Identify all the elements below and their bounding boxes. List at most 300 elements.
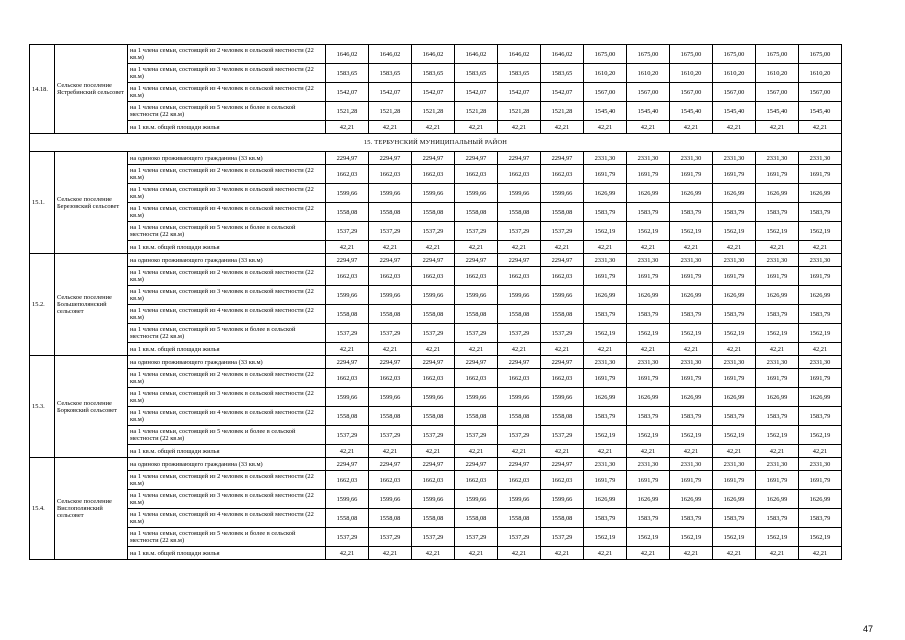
value-cell: 1583,79 (670, 407, 713, 426)
value-cell: 1583,79 (584, 407, 627, 426)
value-cell: 1691,79 (799, 165, 842, 184)
value-cell: 42,21 (713, 343, 756, 356)
tariff-table (29, 44, 842, 560)
value-cell: 1562,19 (670, 324, 713, 343)
value-cell: 42,21 (369, 445, 412, 458)
value-cell: 1691,79 (713, 267, 756, 286)
row-description: на 1 члена семьи, состоящей из 2 человек в сельской местности (22 кв.м) (128, 471, 326, 490)
value-cell: 42,21 (412, 547, 455, 560)
value-cell: 1626,99 (584, 184, 627, 203)
value-cell: 1691,79 (670, 267, 713, 286)
value-cell: 1599,66 (498, 184, 541, 203)
value-cell: 42,21 (455, 121, 498, 134)
row-description: на 1 члена семьи, состоящей из 5 человек и более в сельской местности (22 кв.м) (128, 426, 326, 445)
value-cell: 1537,29 (498, 528, 541, 547)
value-cell: 1646,02 (412, 45, 455, 64)
value-cell: 1562,19 (713, 222, 756, 241)
value-cell: 1542,07 (326, 83, 369, 102)
value-cell: 1626,99 (713, 184, 756, 203)
value-cell: 2331,30 (584, 254, 627, 267)
value-cell: 1599,66 (412, 388, 455, 407)
value-cell: 2331,30 (799, 458, 842, 471)
value-cell: 1562,19 (670, 222, 713, 241)
value-cell: 1562,19 (584, 528, 627, 547)
value-cell: 1675,00 (627, 45, 670, 64)
value-cell: 1691,79 (627, 267, 670, 286)
value-cell: 1583,79 (627, 407, 670, 426)
value-cell: 1537,29 (498, 426, 541, 445)
value-cell: 42,21 (412, 241, 455, 254)
value-cell: 1626,99 (799, 184, 842, 203)
value-cell: 1558,08 (412, 509, 455, 528)
table-row (30, 547, 842, 560)
value-cell: 42,21 (326, 121, 369, 134)
value-cell: 1675,00 (799, 45, 842, 64)
table-row (30, 490, 842, 509)
value-cell: 42,21 (627, 445, 670, 458)
table-row (30, 528, 842, 547)
value-cell: 1558,08 (326, 509, 369, 528)
value-cell: 1626,99 (670, 184, 713, 203)
value-cell: 2294,97 (541, 458, 584, 471)
value-cell: 1562,19 (584, 324, 627, 343)
value-cell: 1545,40 (627, 102, 670, 121)
value-cell: 42,21 (412, 445, 455, 458)
value-cell: 2294,97 (498, 356, 541, 369)
row-description: на 1 члена семьи, состоящей из 4 человек в сельской местности (22 кв.м) (128, 203, 326, 222)
value-cell: 1675,00 (670, 45, 713, 64)
value-cell: 2294,97 (412, 152, 455, 165)
value-cell: 1626,99 (584, 490, 627, 509)
value-cell: 1562,19 (670, 426, 713, 445)
settlement-name: Сельское поселение Большеполянский сельсовет (55, 254, 128, 356)
value-cell: 2331,30 (584, 458, 627, 471)
value-cell: 1646,02 (369, 45, 412, 64)
value-cell: 1599,66 (326, 490, 369, 509)
value-cell: 1599,66 (412, 184, 455, 203)
settlement-name: Сельское поселение Ястребинский сельсовет (55, 45, 128, 134)
value-cell: 42,21 (756, 121, 799, 134)
row-number: 15.2. (30, 254, 55, 356)
value-cell: 2294,97 (369, 356, 412, 369)
table-row (30, 356, 842, 369)
value-cell: 42,21 (670, 241, 713, 254)
value-cell: 1567,00 (627, 83, 670, 102)
value-cell: 42,21 (498, 241, 541, 254)
value-cell: 42,21 (627, 241, 670, 254)
value-cell: 1537,29 (541, 324, 584, 343)
value-cell: 1583,79 (627, 509, 670, 528)
value-cell: 1662,03 (455, 267, 498, 286)
value-cell: 1562,19 (799, 528, 842, 547)
value-cell: 2331,30 (756, 254, 799, 267)
value-cell: 1691,79 (713, 369, 756, 388)
value-cell: 1562,19 (713, 324, 756, 343)
value-cell: 1542,07 (541, 83, 584, 102)
value-cell: 1567,00 (756, 83, 799, 102)
value-cell: 1545,40 (584, 102, 627, 121)
value-cell: 1599,66 (326, 286, 369, 305)
value-cell: 42,21 (369, 547, 412, 560)
value-cell: 1662,03 (455, 369, 498, 388)
value-cell: 1691,79 (756, 267, 799, 286)
value-cell: 42,21 (756, 547, 799, 560)
table-row (30, 45, 842, 64)
value-cell: 1691,79 (627, 471, 670, 490)
value-cell: 1537,29 (369, 528, 412, 547)
value-cell: 2294,97 (541, 254, 584, 267)
value-cell: 1662,03 (541, 267, 584, 286)
value-cell: 2294,97 (455, 254, 498, 267)
value-cell: 1675,00 (584, 45, 627, 64)
value-cell: 1562,19 (713, 528, 756, 547)
value-cell: 1626,99 (627, 490, 670, 509)
value-cell: 2294,97 (412, 356, 455, 369)
value-cell: 1662,03 (326, 471, 369, 490)
value-cell: 1558,08 (455, 203, 498, 222)
value-cell: 1662,03 (369, 471, 412, 490)
value-cell: 2331,30 (799, 356, 842, 369)
value-cell: 42,21 (498, 121, 541, 134)
value-cell: 42,21 (498, 343, 541, 356)
row-description: на 1 члена семьи, состоящей из 3 человек в сельской местности (22 кв.м) (128, 184, 326, 203)
value-cell: 2331,30 (627, 458, 670, 471)
value-cell: 2331,30 (756, 356, 799, 369)
value-cell: 1583,79 (584, 203, 627, 222)
value-cell: 2294,97 (326, 152, 369, 165)
table-row (30, 184, 842, 203)
table-body (30, 45, 842, 560)
value-cell: 1691,79 (799, 369, 842, 388)
value-cell: 1691,79 (713, 471, 756, 490)
value-cell: 2331,30 (713, 458, 756, 471)
value-cell: 1662,03 (369, 165, 412, 184)
value-cell: 42,21 (326, 343, 369, 356)
value-cell: 1626,99 (756, 388, 799, 407)
value-cell: 1558,08 (455, 509, 498, 528)
value-cell: 1558,08 (412, 305, 455, 324)
value-cell: 1558,08 (455, 305, 498, 324)
value-cell: 1583,65 (326, 64, 369, 83)
value-cell: 1537,29 (412, 324, 455, 343)
value-cell: 1626,99 (799, 490, 842, 509)
value-cell: 1583,79 (756, 203, 799, 222)
value-cell: 2331,30 (670, 254, 713, 267)
value-cell: 42,21 (455, 547, 498, 560)
value-cell: 1545,40 (799, 102, 842, 121)
value-cell: 1599,66 (498, 490, 541, 509)
value-cell: 1662,03 (541, 165, 584, 184)
value-cell: 1599,66 (326, 388, 369, 407)
value-cell: 1545,40 (670, 102, 713, 121)
row-number: 15.3. (30, 356, 55, 458)
value-cell: 1626,99 (756, 490, 799, 509)
value-cell: 42,21 (756, 241, 799, 254)
value-cell: 1537,29 (455, 324, 498, 343)
value-cell: 2331,30 (670, 356, 713, 369)
value-cell: 1626,99 (756, 286, 799, 305)
value-cell: 1662,03 (541, 369, 584, 388)
value-cell: 1599,66 (369, 184, 412, 203)
row-description: на 1 члена семьи, состоящей из 3 человек в сельской местности (22 кв.м) (128, 64, 326, 83)
value-cell: 1583,79 (713, 407, 756, 426)
table-row (30, 426, 842, 445)
value-cell: 1562,19 (799, 222, 842, 241)
value-cell: 1691,79 (584, 267, 627, 286)
value-cell: 1583,79 (756, 305, 799, 324)
value-cell: 1537,29 (369, 324, 412, 343)
value-cell: 42,21 (799, 445, 842, 458)
value-cell: 1558,08 (498, 509, 541, 528)
value-cell: 1583,79 (670, 509, 713, 528)
table-row (30, 241, 842, 254)
value-cell: 1626,99 (670, 286, 713, 305)
row-description: на 1 члена семьи, состоящей из 4 человек в сельской местности (22 кв.м) (128, 305, 326, 324)
value-cell: 1558,08 (326, 203, 369, 222)
value-cell: 1558,08 (455, 407, 498, 426)
value-cell: 1537,29 (455, 426, 498, 445)
value-cell: 1558,08 (326, 305, 369, 324)
value-cell: 1599,66 (541, 388, 584, 407)
value-cell: 1626,99 (584, 388, 627, 407)
value-cell: 1610,20 (627, 64, 670, 83)
row-description: на 1 члена семьи, состоящей из 2 человек в сельской местности (22 кв.м) (128, 369, 326, 388)
value-cell: 1610,20 (756, 64, 799, 83)
table-row (30, 369, 842, 388)
value-cell: 1567,00 (713, 83, 756, 102)
value-cell: 1558,08 (369, 509, 412, 528)
value-cell: 1626,99 (670, 490, 713, 509)
value-cell: 2294,97 (498, 254, 541, 267)
value-cell: 1558,08 (369, 203, 412, 222)
row-description: на одиноко проживающего гражданина (33 кв.м) (128, 152, 326, 165)
value-cell: 1537,29 (455, 528, 498, 547)
value-cell: 1562,19 (756, 222, 799, 241)
value-cell: 42,21 (713, 121, 756, 134)
value-cell: 1537,29 (541, 222, 584, 241)
value-cell: 1626,99 (756, 184, 799, 203)
value-cell: 1567,00 (670, 83, 713, 102)
value-cell: 2331,30 (713, 254, 756, 267)
value-cell: 42,21 (584, 547, 627, 560)
value-cell: 42,21 (455, 241, 498, 254)
value-cell: 1626,99 (799, 388, 842, 407)
value-cell: 1521,28 (455, 102, 498, 121)
value-cell: 1662,03 (369, 267, 412, 286)
value-cell: 1583,79 (627, 203, 670, 222)
value-cell: 1691,79 (756, 369, 799, 388)
table-row (30, 343, 842, 356)
value-cell: 1626,99 (627, 184, 670, 203)
value-cell: 1691,79 (584, 471, 627, 490)
row-description: на 1 члена семьи, состоящей из 5 человек и более в сельской местности (22 кв.м) (128, 324, 326, 343)
value-cell: 2331,30 (756, 152, 799, 165)
value-cell: 42,21 (541, 445, 584, 458)
table-row (30, 121, 842, 134)
value-cell: 1558,08 (498, 203, 541, 222)
value-cell: 1558,08 (412, 407, 455, 426)
value-cell: 1646,02 (541, 45, 584, 64)
value-cell: 1583,79 (799, 203, 842, 222)
value-cell: 42,21 (799, 343, 842, 356)
value-cell: 1558,08 (541, 407, 584, 426)
value-cell: 1610,20 (799, 64, 842, 83)
row-number: 15.4. (30, 458, 55, 560)
table-row (30, 388, 842, 407)
value-cell: 1562,19 (627, 222, 670, 241)
table-row (30, 445, 842, 458)
value-cell: 1691,79 (670, 471, 713, 490)
value-cell: 1562,19 (627, 324, 670, 343)
value-cell: 1583,79 (756, 509, 799, 528)
row-description: на 1 члена семьи, состоящей из 2 человек в сельской местности (22 кв.м) (128, 45, 326, 64)
row-description: на 1 кв.м. общей площади жилья (128, 445, 326, 458)
table-row (30, 203, 842, 222)
value-cell: 1610,20 (584, 64, 627, 83)
value-cell: 2331,30 (799, 254, 842, 267)
value-cell: 1558,08 (541, 203, 584, 222)
value-cell: 1691,79 (627, 369, 670, 388)
value-cell: 1691,79 (627, 165, 670, 184)
value-cell: 1675,00 (756, 45, 799, 64)
value-cell: 1662,03 (455, 471, 498, 490)
value-cell: 1537,29 (498, 222, 541, 241)
value-cell: 1558,08 (369, 305, 412, 324)
value-cell: 1610,20 (670, 64, 713, 83)
value-cell: 2331,30 (670, 458, 713, 471)
value-cell: 1542,07 (455, 83, 498, 102)
value-cell: 1542,07 (498, 83, 541, 102)
value-cell: 1583,65 (498, 64, 541, 83)
value-cell: 1537,29 (412, 426, 455, 445)
settlement-name: Сельское поселение Борковский сельсовет (55, 356, 128, 458)
value-cell: 1562,19 (799, 324, 842, 343)
value-cell: 1562,19 (584, 222, 627, 241)
value-cell: 2294,97 (455, 152, 498, 165)
value-cell: 42,21 (670, 121, 713, 134)
value-cell: 2294,97 (498, 458, 541, 471)
value-cell: 1567,00 (799, 83, 842, 102)
section-title: 15. ТЕРБУНСКИЙ МУНИЦИПАЛЬНЫЙ РАЙОН (30, 134, 842, 152)
row-description: на 1 члена семьи, состоящей из 4 человек в сельской местности (22 кв.м) (128, 83, 326, 102)
value-cell: 1583,79 (799, 509, 842, 528)
value-cell: 42,21 (713, 241, 756, 254)
value-cell: 2294,97 (412, 458, 455, 471)
value-cell: 2294,97 (326, 458, 369, 471)
value-cell: 42,21 (756, 445, 799, 458)
table-row (30, 254, 842, 267)
row-number: 14.18. (30, 45, 55, 134)
value-cell: 2331,30 (627, 356, 670, 369)
value-cell: 1662,03 (412, 471, 455, 490)
value-cell: 42,21 (455, 343, 498, 356)
value-cell: 1662,03 (498, 471, 541, 490)
value-cell: 1537,29 (412, 528, 455, 547)
value-cell: 42,21 (326, 547, 369, 560)
value-cell: 1583,79 (713, 305, 756, 324)
value-cell: 1662,03 (412, 369, 455, 388)
value-cell: 2331,30 (584, 152, 627, 165)
value-cell: 1691,79 (670, 369, 713, 388)
value-cell: 1521,28 (541, 102, 584, 121)
row-description: на 1 члена семьи, состоящей из 3 человек в сельской местности (22 кв.м) (128, 286, 326, 305)
table-row (30, 509, 842, 528)
value-cell: 1537,29 (541, 426, 584, 445)
page-number: 47 (862, 624, 873, 634)
value-cell: 42,21 (799, 241, 842, 254)
value-cell: 1646,02 (326, 45, 369, 64)
value-cell: 2294,97 (412, 254, 455, 267)
value-cell: 1583,79 (670, 305, 713, 324)
value-cell: 1675,00 (713, 45, 756, 64)
value-cell: 1662,03 (412, 267, 455, 286)
value-cell: 1537,29 (541, 528, 584, 547)
value-cell: 1662,03 (498, 165, 541, 184)
value-cell: 1562,19 (799, 426, 842, 445)
value-cell: 1583,65 (369, 64, 412, 83)
value-cell: 1521,28 (412, 102, 455, 121)
value-cell: 1662,03 (326, 165, 369, 184)
value-cell: 1599,66 (369, 388, 412, 407)
value-cell: 42,21 (670, 445, 713, 458)
table-row (30, 458, 842, 471)
value-cell: 42,21 (799, 121, 842, 134)
value-cell: 1662,03 (326, 369, 369, 388)
value-cell: 1583,79 (756, 407, 799, 426)
value-cell: 2331,30 (756, 458, 799, 471)
row-description: на 1 члена семьи, состоящей из 4 человек в сельской местности (22 кв.м) (128, 509, 326, 528)
table-row (30, 165, 842, 184)
value-cell: 42,21 (498, 547, 541, 560)
value-cell: 1537,29 (412, 222, 455, 241)
value-cell: 1662,03 (455, 165, 498, 184)
value-cell: 1691,79 (799, 471, 842, 490)
value-cell: 1542,07 (412, 83, 455, 102)
value-cell: 1562,19 (756, 528, 799, 547)
table-row (30, 83, 842, 102)
value-cell: 1583,79 (799, 305, 842, 324)
value-cell: 1646,02 (455, 45, 498, 64)
value-cell: 1583,79 (584, 305, 627, 324)
value-cell: 1599,66 (455, 286, 498, 305)
value-cell: 42,21 (326, 445, 369, 458)
table-row (30, 286, 842, 305)
value-cell: 2294,97 (369, 152, 412, 165)
row-description: на 1 кв.м. общей площади жилья (128, 241, 326, 254)
value-cell: 1599,66 (412, 286, 455, 305)
row-description: на 1 члена семьи, состоящей из 5 человек и более в сельской местности (22 кв.м) (128, 528, 326, 547)
value-cell: 1521,28 (369, 102, 412, 121)
value-cell: 1599,66 (498, 286, 541, 305)
value-cell: 1562,19 (670, 528, 713, 547)
value-cell: 42,21 (412, 343, 455, 356)
value-cell: 42,21 (713, 445, 756, 458)
value-cell: 42,21 (369, 343, 412, 356)
value-cell: 2331,30 (799, 152, 842, 165)
row-description: на 1 кв.м. общей площади жилья (128, 121, 326, 134)
row-description: на 1 кв.м. общей площади жилья (128, 343, 326, 356)
value-cell: 1691,79 (756, 471, 799, 490)
value-cell: 42,21 (541, 343, 584, 356)
value-cell: 1662,03 (498, 267, 541, 286)
row-description: на одиноко проживающего гражданина (33 кв.м) (128, 458, 326, 471)
value-cell: 1599,66 (369, 286, 412, 305)
value-cell: 1537,29 (369, 222, 412, 241)
value-cell: 42,21 (584, 445, 627, 458)
value-cell: 1599,66 (498, 388, 541, 407)
value-cell: 42,21 (670, 547, 713, 560)
value-cell: 1583,65 (412, 64, 455, 83)
